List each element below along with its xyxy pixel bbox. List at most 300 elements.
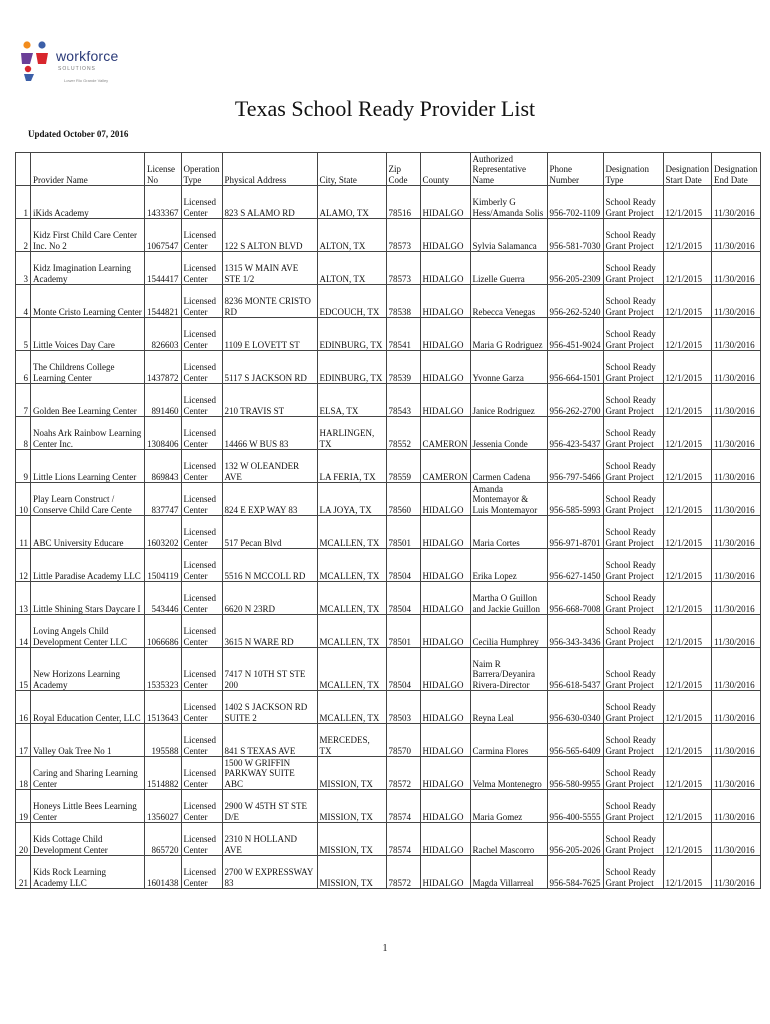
- phone-number: 956-584-7625: [547, 856, 603, 889]
- designation-end: 11/30/2016: [712, 318, 761, 351]
- zip-code: 78559: [386, 450, 420, 483]
- provider-name: Little Paradise Academy LLC: [31, 549, 145, 582]
- phone-number: 956-618-5437: [547, 648, 603, 691]
- table-row: [16, 648, 761, 691]
- operation-type: Licensed Center: [181, 691, 222, 724]
- county: HIDALGO: [420, 790, 470, 823]
- designation-type: School Ready Grant Project: [603, 790, 663, 823]
- phone-number: 956-262-5240: [547, 285, 603, 318]
- logo-region: Lower Rio Grande Valley: [64, 78, 109, 83]
- row-index: 18: [16, 757, 31, 790]
- physical-address: 8236 MONTE CRISTO RD: [222, 285, 317, 318]
- designation-type: School Ready Grant Project: [603, 285, 663, 318]
- zip-code: 78570: [386, 724, 420, 757]
- designation-end: 11/30/2016: [712, 483, 761, 516]
- representative-name: Carmina Flores: [470, 724, 547, 757]
- designation-end: 11/30/2016: [712, 186, 761, 219]
- designation-end: 11/30/2016: [712, 615, 761, 648]
- designation-type: School Ready Grant Project: [603, 186, 663, 219]
- designation-start: 12/1/2015: [663, 823, 712, 856]
- representative-name: Rachel Mascorro: [470, 823, 547, 856]
- designation-start: 12/1/2015: [663, 384, 712, 417]
- row-index: 7: [16, 384, 31, 417]
- operation-type: Licensed Center: [181, 285, 222, 318]
- license-no: 1066686: [145, 615, 182, 648]
- representative-name: Carmen Cadena: [470, 450, 547, 483]
- license-no: 837747: [145, 483, 182, 516]
- phone-number: 956-627-1450: [547, 549, 603, 582]
- operation-type: Licensed Center: [181, 318, 222, 351]
- county: HIDALGO: [420, 691, 470, 724]
- provider-name: Caring and Sharing Learning Center: [31, 757, 145, 790]
- representative-name: Maria Gomez: [470, 790, 547, 823]
- designation-start: 12/1/2015: [663, 483, 712, 516]
- row-index: 20: [16, 823, 31, 856]
- license-no: 1544417: [145, 252, 182, 285]
- operation-type: Licensed Center: [181, 252, 222, 285]
- provider-name: Golden Bee Learning Center: [31, 384, 145, 417]
- county: HIDALGO: [420, 724, 470, 757]
- physical-address: 1109 E LOVETT ST: [222, 318, 317, 351]
- representative-name: Reyna Leal: [470, 691, 547, 724]
- row-index: 15: [16, 648, 31, 691]
- provider-name: Kidz Imagination Learning Academy: [31, 252, 145, 285]
- zip-code: 78560: [386, 483, 420, 516]
- designation-end: 11/30/2016: [712, 450, 761, 483]
- county: HIDALGO: [420, 615, 470, 648]
- representative-name: Magda Villarreal: [470, 856, 547, 889]
- provider-name: Loving Angels Child Development Center LLC: [31, 615, 145, 648]
- designation-start: 12/1/2015: [663, 724, 712, 757]
- zip-code: 78573: [386, 252, 420, 285]
- designation-end: 11/30/2016: [712, 757, 761, 790]
- physical-address: 122 S ALTON BLVD: [222, 219, 317, 252]
- col-license-no: License No: [145, 153, 182, 186]
- designation-end: 11/30/2016: [712, 351, 761, 384]
- representative-name: Yvonne Garza: [470, 351, 547, 384]
- row-index: 19: [16, 790, 31, 823]
- physical-address: 841 S TEXAS AVE: [222, 724, 317, 757]
- city-state: MCALLEN, TX: [317, 648, 386, 691]
- designation-start: 12/1/2015: [663, 417, 712, 450]
- city-state: MISSION, TX: [317, 823, 386, 856]
- license-no: 1514882: [145, 757, 182, 790]
- representative-name: Maria Cortes: [470, 516, 547, 549]
- col-designation-end: Designation End Date: [712, 153, 761, 186]
- designation-type: School Ready Grant Project: [603, 549, 663, 582]
- provider-name: New Horizons Learning Academy: [31, 648, 145, 691]
- provider-name: Royal Education Center, LLC: [31, 691, 145, 724]
- designation-type: School Ready Grant Project: [603, 219, 663, 252]
- phone-number: 956-262-2700: [547, 384, 603, 417]
- table-row: [16, 450, 761, 483]
- phone-number: 956-971-8701: [547, 516, 603, 549]
- phone-number: 956-343-3436: [547, 615, 603, 648]
- designation-end: 11/30/2016: [712, 384, 761, 417]
- provider-table: [15, 152, 761, 889]
- representative-name: Jessenia Conde: [470, 417, 547, 450]
- physical-address: 5117 S JACKSON RD: [222, 351, 317, 384]
- row-index: 8: [16, 417, 31, 450]
- city-state: MCALLEN, TX: [317, 582, 386, 615]
- operation-type: Licensed Center: [181, 384, 222, 417]
- operation-type: Licensed Center: [181, 516, 222, 549]
- logo-name: workforce: [56, 48, 119, 64]
- table-row: [16, 351, 761, 384]
- city-state: ALTON, TX: [317, 252, 386, 285]
- county: HIDALGO: [420, 648, 470, 691]
- representative-name: Sylvia Salamanca: [470, 219, 547, 252]
- phone-number: 956-581-7030: [547, 219, 603, 252]
- row-index: 11: [16, 516, 31, 549]
- physical-address: 132 W OLEANDER AVE: [222, 450, 317, 483]
- license-no: 195588: [145, 724, 182, 757]
- phone-number: 956-797-5466: [547, 450, 603, 483]
- operation-type: Licensed Center: [181, 615, 222, 648]
- designation-start: 12/1/2015: [663, 790, 712, 823]
- physical-address: 5516 N MCCOLL RD: [222, 549, 317, 582]
- row-index: 21: [16, 856, 31, 889]
- provider-name: Little Voices Day Care: [31, 318, 145, 351]
- city-state: EDINBURG, TX: [317, 351, 386, 384]
- logo-subtitle: SOLUTIONS: [58, 66, 96, 72]
- county: HIDALGO: [420, 252, 470, 285]
- zip-code: 78572: [386, 856, 420, 889]
- phone-number: 956-205-2026: [547, 823, 603, 856]
- zip-code: 78543: [386, 384, 420, 417]
- designation-end: 11/30/2016: [712, 691, 761, 724]
- county: HIDALGO: [420, 483, 470, 516]
- row-index: 9: [16, 450, 31, 483]
- phone-number: 956-205-2309: [547, 252, 603, 285]
- workforce-logo-mark-icon: [18, 40, 52, 82]
- designation-type: School Ready Grant Project: [603, 823, 663, 856]
- table-row: [16, 856, 761, 889]
- provider-name: Honeys Little Bees Learning Center: [31, 790, 145, 823]
- county: CAMERON: [420, 450, 470, 483]
- city-state: MISSION, TX: [317, 856, 386, 889]
- row-index: 4: [16, 285, 31, 318]
- col-physical-address: Physical Address: [222, 153, 317, 186]
- col-zip-code: Zip Code: [386, 153, 420, 186]
- physical-address: 824 E EXP WAY 83: [222, 483, 317, 516]
- table-row: [16, 384, 761, 417]
- license-no: 865720: [145, 823, 182, 856]
- provider-name: ABC University Educare: [31, 516, 145, 549]
- city-state: MCALLEN, TX: [317, 516, 386, 549]
- row-index: 17: [16, 724, 31, 757]
- physical-address: 517 Pecan Blvd: [222, 516, 317, 549]
- designation-end: 11/30/2016: [712, 823, 761, 856]
- license-no: 543446: [145, 582, 182, 615]
- col-county: County: [420, 153, 470, 186]
- operation-type: Licensed Center: [181, 549, 222, 582]
- city-state: EDINBURG, TX: [317, 318, 386, 351]
- page-title: Texas School Ready Provider List: [234, 96, 536, 121]
- operation-type: Licensed Center: [181, 648, 222, 691]
- designation-type: School Ready Grant Project: [603, 757, 663, 790]
- zip-code: 78501: [386, 615, 420, 648]
- col-designation-type: Designation Type: [603, 153, 663, 186]
- designation-end: 11/30/2016: [712, 648, 761, 691]
- license-no: 1308406: [145, 417, 182, 450]
- designation-start: 12/1/2015: [663, 582, 712, 615]
- designation-start: 12/1/2015: [663, 252, 712, 285]
- table-row: [16, 823, 761, 856]
- phone-number: 956-565-6409: [547, 724, 603, 757]
- designation-start: 12/1/2015: [663, 856, 712, 889]
- license-no: 1513643: [145, 691, 182, 724]
- provider-name: Little Shining Stars Daycare I: [31, 582, 145, 615]
- designation-end: 11/30/2016: [712, 856, 761, 889]
- designation-type: School Ready Grant Project: [603, 856, 663, 889]
- designation-end: 11/30/2016: [712, 285, 761, 318]
- designation-start: 12/1/2015: [663, 186, 712, 219]
- col-representative: Authorized Representative Name: [470, 153, 547, 186]
- city-state: EDCOUCH, TX: [317, 285, 386, 318]
- table-row: [16, 483, 761, 516]
- city-state: LA JOYA, TX: [317, 483, 386, 516]
- physical-address: 2700 W EXPRESSWAY 83: [222, 856, 317, 889]
- license-no: 1437872: [145, 351, 182, 384]
- license-no: 826603: [145, 318, 182, 351]
- representative-name: Lizelle Guerra: [470, 252, 547, 285]
- license-no: 891460: [145, 384, 182, 417]
- physical-address: 1315 W MAIN AVE STE 1/2: [222, 252, 317, 285]
- license-no: 1535323: [145, 648, 182, 691]
- designation-type: School Ready Grant Project: [603, 648, 663, 691]
- designation-type: School Ready Grant Project: [603, 582, 663, 615]
- designation-end: 11/30/2016: [712, 516, 761, 549]
- designation-end: 11/30/2016: [712, 252, 761, 285]
- page-number: 1: [382, 943, 388, 954]
- col-provider-name: Provider Name: [31, 153, 145, 186]
- table-row: [16, 219, 761, 252]
- county: HIDALGO: [420, 757, 470, 790]
- city-state: MCALLEN, TX: [317, 549, 386, 582]
- row-index: 3: [16, 252, 31, 285]
- zip-code: 78501: [386, 516, 420, 549]
- phone-number: 956-585-5993: [547, 483, 603, 516]
- physical-address: 3615 N WARE RD: [222, 615, 317, 648]
- license-no: 1356027: [145, 790, 182, 823]
- row-index: 6: [16, 351, 31, 384]
- county: HIDALGO: [420, 219, 470, 252]
- designation-type: School Ready Grant Project: [603, 384, 663, 417]
- license-no: 1601438: [145, 856, 182, 889]
- table-row: [16, 516, 761, 549]
- provider-name: Kids Rock Learning Academy LLC: [31, 856, 145, 889]
- operation-type: Licensed Center: [181, 186, 222, 219]
- row-index: 5: [16, 318, 31, 351]
- physical-address: 823 S ALAMO RD: [222, 186, 317, 219]
- designation-start: 12/1/2015: [663, 615, 712, 648]
- zip-code: 78574: [386, 790, 420, 823]
- county: HIDALGO: [420, 823, 470, 856]
- row-index: 12: [16, 549, 31, 582]
- designation-end: 11/30/2016: [712, 417, 761, 450]
- physical-address: 2310 N HOLLAND AVE: [222, 823, 317, 856]
- designation-start: 12/1/2015: [663, 516, 712, 549]
- zip-code: 78539: [386, 351, 420, 384]
- operation-type: Licensed Center: [181, 351, 222, 384]
- table-row: [16, 790, 761, 823]
- col-index: [16, 153, 31, 186]
- provider-rows: [16, 186, 761, 889]
- license-no: 1603202: [145, 516, 182, 549]
- designation-start: 12/1/2015: [663, 757, 712, 790]
- operation-type: Licensed Center: [181, 724, 222, 757]
- designation-type: School Ready Grant Project: [603, 318, 663, 351]
- designation-start: 12/1/2015: [663, 318, 712, 351]
- row-index: 16: [16, 691, 31, 724]
- city-state: HARLINGEN, TX: [317, 417, 386, 450]
- city-state: MCALLEN, TX: [317, 615, 386, 648]
- table-row: [16, 757, 761, 790]
- phone-number: 956-702-1109: [547, 186, 603, 219]
- updated-date: Updated October 07, 2016: [28, 129, 129, 139]
- designation-end: 11/30/2016: [712, 724, 761, 757]
- col-operation-type: Operation Type: [181, 153, 222, 186]
- phone-number: 956-580-9955: [547, 757, 603, 790]
- county: HIDALGO: [420, 856, 470, 889]
- operation-type: Licensed Center: [181, 757, 222, 790]
- operation-type: Licensed Center: [181, 450, 222, 483]
- license-no: 1067547: [145, 219, 182, 252]
- operation-type: Licensed Center: [181, 823, 222, 856]
- table-row: [16, 549, 761, 582]
- representative-name: Amanda Montemayor & Luis Montemayor: [470, 483, 547, 516]
- table-row: [16, 724, 761, 757]
- county: HIDALGO: [420, 516, 470, 549]
- provider-name: Kids Cottage Child Development Center: [31, 823, 145, 856]
- license-no: 1504119: [145, 549, 182, 582]
- county: HIDALGO: [420, 384, 470, 417]
- county: HIDALGO: [420, 318, 470, 351]
- table-row: [16, 285, 761, 318]
- designation-type: School Ready Grant Project: [603, 691, 663, 724]
- county: HIDALGO: [420, 549, 470, 582]
- license-no: 1433367: [145, 186, 182, 219]
- designation-end: 11/30/2016: [712, 549, 761, 582]
- zip-code: 78503: [386, 691, 420, 724]
- provider-name: Kidz First Child Care Center Inc. No 2: [31, 219, 145, 252]
- county: HIDALGO: [420, 186, 470, 219]
- provider-name: Play Learn Construct / Conserve Child Care Cente: [31, 483, 145, 516]
- physical-address: 1402 S JACKSON RD SUITE 2: [222, 691, 317, 724]
- provider-name: The Childrens College Learning Center: [31, 351, 145, 384]
- row-index: 13: [16, 582, 31, 615]
- provider-name: Little Lions Learning Center: [31, 450, 145, 483]
- col-designation-start: Designation Start Date: [663, 153, 712, 186]
- zip-code: 78504: [386, 648, 420, 691]
- operation-type: Licensed Center: [181, 417, 222, 450]
- phone-number: 956-668-7008: [547, 582, 603, 615]
- designation-type: School Ready Grant Project: [603, 615, 663, 648]
- zip-code: 78541: [386, 318, 420, 351]
- provider-name: iKids Academy: [31, 186, 145, 219]
- designation-start: 12/1/2015: [663, 450, 712, 483]
- phone-number: 956-664-1501: [547, 351, 603, 384]
- designation-start: 12/1/2015: [663, 285, 712, 318]
- designation-end: 11/30/2016: [712, 219, 761, 252]
- designation-type: School Ready Grant Project: [603, 483, 663, 516]
- physical-address: 6620 N 23RD: [222, 582, 317, 615]
- operation-type: Licensed Center: [181, 483, 222, 516]
- representative-name: Rebecca Venegas: [470, 285, 547, 318]
- city-state: MERCEDES, TX: [317, 724, 386, 757]
- city-state: ELSA, TX: [317, 384, 386, 417]
- designation-type: School Ready Grant Project: [603, 450, 663, 483]
- physical-address: 7417 N 10TH ST STE 200: [222, 648, 317, 691]
- county: CAMERON: [420, 417, 470, 450]
- designation-start: 12/1/2015: [663, 351, 712, 384]
- designation-type: School Ready Grant Project: [603, 252, 663, 285]
- zip-code: 78574: [386, 823, 420, 856]
- designation-end: 11/30/2016: [712, 790, 761, 823]
- representative-name: Cecilia Humphrey: [470, 615, 547, 648]
- col-city-state: City, State: [317, 153, 386, 186]
- operation-type: Licensed Center: [181, 582, 222, 615]
- col-phone: Phone Number: [547, 153, 603, 186]
- designation-type: School Ready Grant Project: [603, 351, 663, 384]
- physical-address: 14466 W BUS 83: [222, 417, 317, 450]
- table-row: [16, 318, 761, 351]
- representative-name: Velma Montenegro: [470, 757, 547, 790]
- zip-code: 78538: [386, 285, 420, 318]
- zip-code: 78552: [386, 417, 420, 450]
- table-row: [16, 615, 761, 648]
- license-no: 1544821: [145, 285, 182, 318]
- row-index: 14: [16, 615, 31, 648]
- license-no: 869843: [145, 450, 182, 483]
- row-index: 10: [16, 483, 31, 516]
- designation-start: 12/1/2015: [663, 219, 712, 252]
- designation-type: School Ready Grant Project: [603, 724, 663, 757]
- representative-name: Naim R Barrera/Deyanira Rivera-Director: [470, 648, 547, 691]
- designation-start: 12/1/2015: [663, 648, 712, 691]
- phone-number: 956-451-9024: [547, 318, 603, 351]
- city-state: LA FERIA, TX: [317, 450, 386, 483]
- representative-name: Erika Lopez: [470, 549, 547, 582]
- workforce-logo: [18, 40, 118, 92]
- designation-type: School Ready Grant Project: [603, 417, 663, 450]
- county: HIDALGO: [420, 582, 470, 615]
- row-index: 2: [16, 219, 31, 252]
- phone-number: 956-630-0340: [547, 691, 603, 724]
- city-state: MISSION, TX: [317, 790, 386, 823]
- zip-code: 78573: [386, 219, 420, 252]
- zip-code: 78516: [386, 186, 420, 219]
- row-index: 1: [16, 186, 31, 219]
- representative-name: Kimberly G Hess/Amanda Solis: [470, 186, 547, 219]
- city-state: ALAMO, TX: [317, 186, 386, 219]
- zip-code: 78504: [386, 582, 420, 615]
- table-row: [16, 691, 761, 724]
- designation-end: 11/30/2016: [712, 582, 761, 615]
- city-state: MCALLEN, TX: [317, 691, 386, 724]
- designation-start: 12/1/2015: [663, 691, 712, 724]
- representative-name: Maria G Rodriguez: [470, 318, 547, 351]
- physical-address: 1500 W GRIFFIN PARKWAY SUITE ABC: [222, 757, 317, 790]
- table-row: [16, 252, 761, 285]
- provider-name: Monte Cristo Learning Center: [31, 285, 145, 318]
- zip-code: 78504: [386, 549, 420, 582]
- provider-name: Valley Oak Tree No 1: [31, 724, 145, 757]
- physical-address: 210 TRAVIS ST: [222, 384, 317, 417]
- representative-name: Martha O Guillon and Jackie Guillon: [470, 582, 547, 615]
- designation-type: School Ready Grant Project: [603, 516, 663, 549]
